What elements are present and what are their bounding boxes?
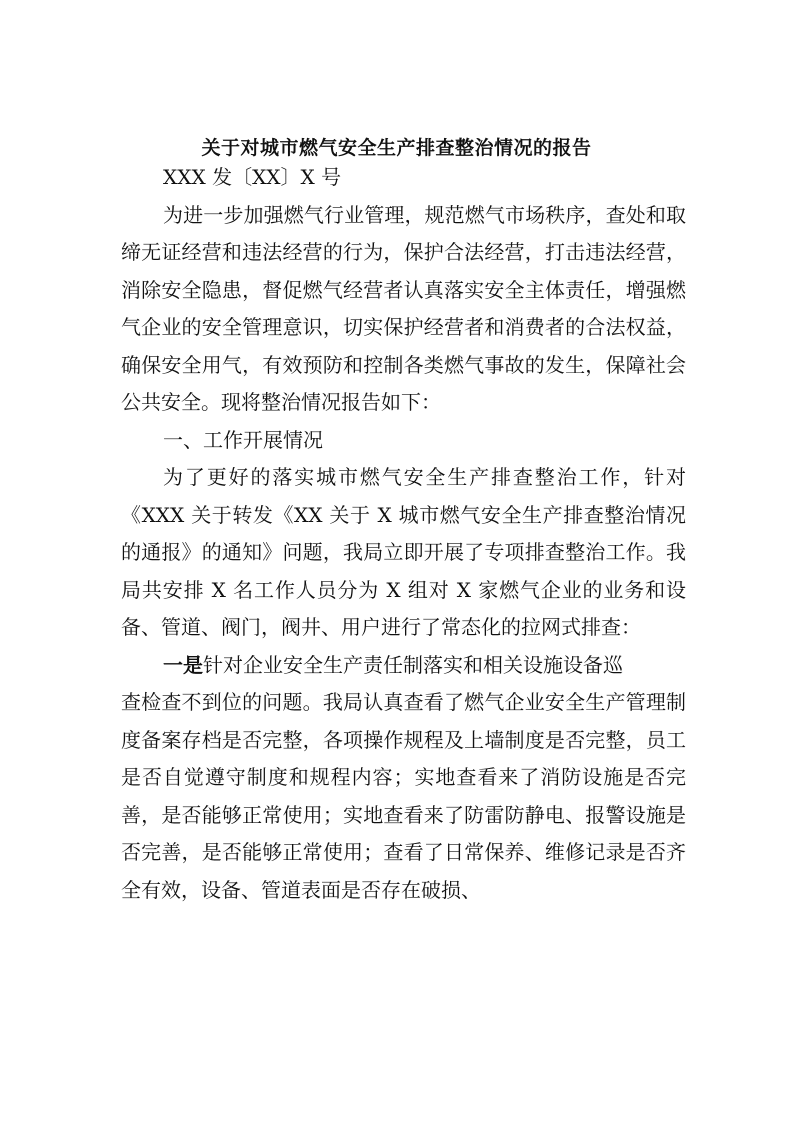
- item-continuation: 查检查不到位的问题。我局认真查看了燃气企业安全生产管理制度备案存档是否完整，各项操作规程及上墙制度是否完整，员工是否自觉遵守制度和规程内容；实地查看来了消防设施是否完善，是否能够正常使用；实地查看来了防雷防静电、报警设施是否完善，是否能够正常使用；查看了日常保养、维修记录是否齐全有效，设备、管道表面是否存在破损、: [121, 690, 686, 902]
- item-lead: 一是: [163, 652, 203, 677]
- document-title: 关于对城市燃气安全生产排查整治情况的报告: [201, 137, 592, 159]
- section-heading: 一、工作开展情况: [163, 427, 323, 452]
- intro-paragraph: 为进一步加强燃气行业管理，规范燃气市场秩序，查处和取缔无证经营和违法经营的行为，保护合法经营，打击违法经营，消除安全隐患，督促燃气经营者认真落实安全主体责任，增强燃气企业的安全管理意识，切实保护经营者和消费者的合法权益，确保安全用气，有效预防和控制各类燃气事故的发生，保障社会公共安全。现将整治情况报告如下：: [121, 202, 686, 414]
- section-paragraph: 为了更好的落实城市燃气安全生产排查整治工作，针对《XXX 关于转发《XX 关于 X 城市燃气安全生产排查整治情况的通报》的通知》问题，我局立即开展了专项排查整治工作。我局共安排 X 名工作人员分为 X 组对 X 家燃气企业的业务和设备、管道、阀门，阀井、用户进行了常态化的拉网式排查：: [121, 465, 686, 639]
- item-paragraph: [121, 647, 686, 685]
- document-body: [121, 159, 686, 909]
- document-number: XXX 发〔XX〕X 号: [163, 165, 342, 189]
- item-first-line: 针对企业安全生产责任制落实和相关设施设备巡: [203, 652, 623, 677]
